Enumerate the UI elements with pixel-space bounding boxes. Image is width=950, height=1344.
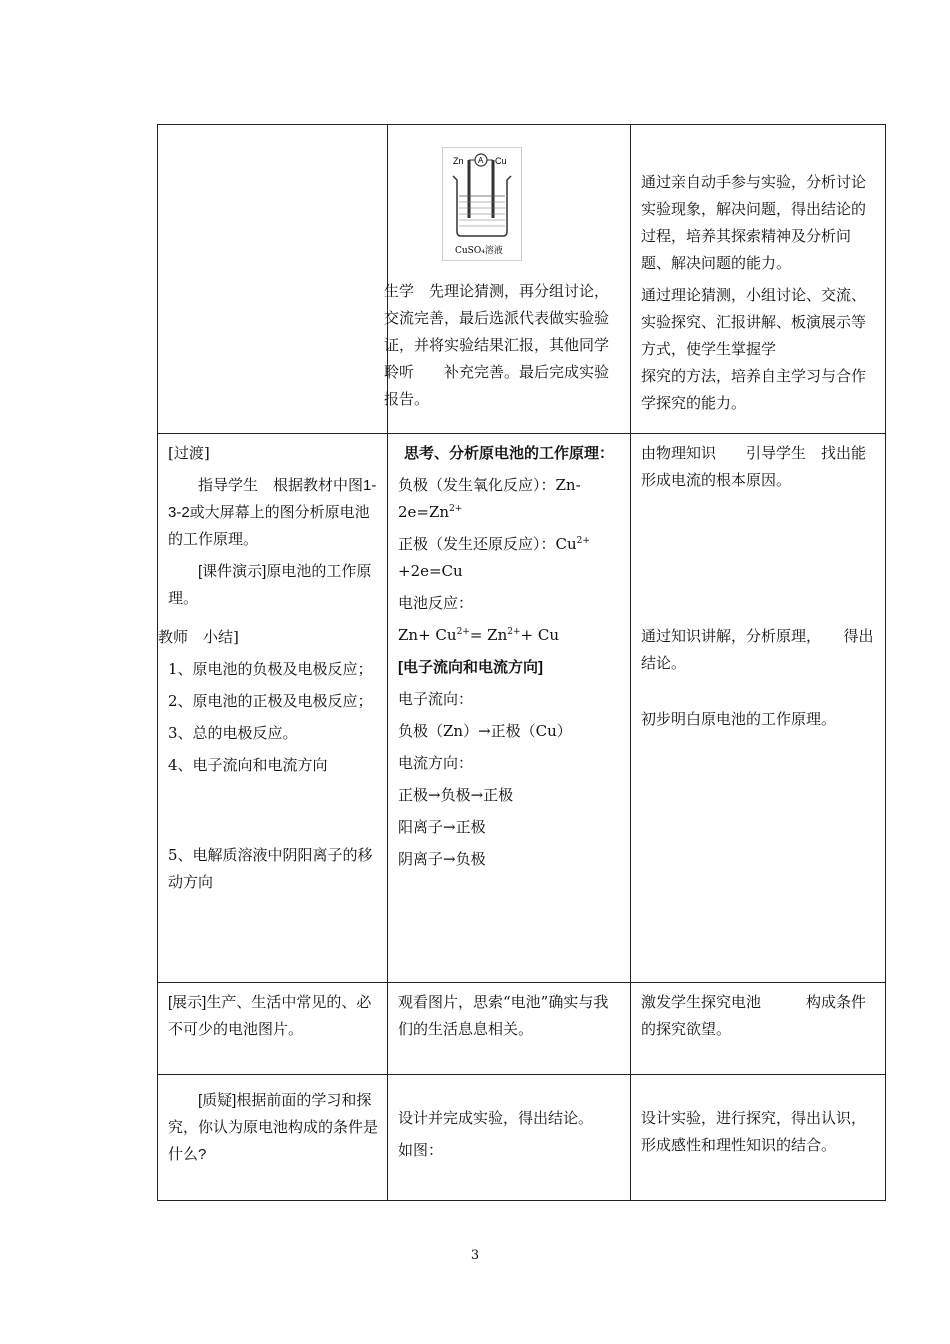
cell-teacher: [158, 125, 388, 434]
guide-text: 指导学生 根据教材中图1-3-2或大屏幕上的图分析原电池的工作原理。: [168, 477, 377, 548]
summary-item-5: 5、电解质溶液中阴阳离子的移动方向: [168, 846, 373, 891]
figure-caption: CuSO₄溶液: [455, 246, 503, 256]
current-flow-label: 电流方向：: [398, 754, 474, 772]
table-row: [158, 434, 886, 983]
cell-intent: [631, 125, 886, 434]
cell-reaction-part-3: + Cu: [520, 626, 560, 644]
ammeter-label: A: [478, 156, 484, 165]
intent-text: 激发学生探究电池 构成条件的探究欲望。: [641, 993, 867, 1038]
courseware-demo: [课件演示]原电池的工作原理。: [168, 563, 372, 607]
cell-intent: [631, 1075, 886, 1201]
electron-flow-direction: 负极（Zn）→正极（Cu）: [398, 722, 572, 740]
electron-flow-label: 电子流向：: [398, 690, 474, 708]
question-text: [质疑]根据前面的学习和探究，你认为原电池构成的条件是什么?: [168, 1092, 379, 1163]
intent-text-2: 通过理论猜测，小组讨论、交流、实验探究、汇报讲解、板演展示等方式，使学生掌握学: [641, 286, 867, 358]
charge-sup: 2+: [456, 627, 470, 637]
intent-text-3: 探究的方法，培养自主学习与合作学探究的能力。: [641, 367, 867, 412]
flow-heading: [电子流向和电流方向]: [398, 659, 543, 676]
intent-text: 设计实验，进行探究，得出认识，形成感性和理性知识的结合。: [641, 1109, 867, 1154]
table-row: [158, 1075, 886, 1201]
cu-label: Cu: [495, 156, 507, 166]
cation-direction: 阳离子→正极: [398, 818, 486, 836]
current-flow-direction: 正极→负极→正极: [398, 786, 514, 804]
summary-label: 教师 小结]: [158, 628, 239, 646]
positive-electrode: [398, 531, 622, 585]
negative-electrode: [398, 472, 622, 526]
cell-teacher: [158, 1075, 388, 1201]
anion-direction: 阴离子→负极: [398, 850, 486, 868]
charge-sup: 2+: [507, 627, 521, 637]
figure-ref: 如图：: [398, 1141, 444, 1159]
page-number: 3: [470, 1248, 480, 1263]
galvanic-cell-figure: [442, 147, 522, 261]
cell-student: [388, 983, 631, 1075]
table-row: [158, 983, 886, 1075]
cell-intent: [631, 434, 886, 983]
lesson-table: [157, 124, 886, 1201]
cell-reaction-part-1: Zn+ Cu: [398, 626, 457, 644]
table-row: [158, 125, 886, 434]
cell-student: [388, 434, 631, 983]
summary-item-4: 4、电子流向和电流方向: [168, 756, 328, 774]
student-activity: 生学 先理论猜测，再分组讨论，交流完善，最后选派代表做实验验证，并将实验结果汇报，其他同学聆听 补充完善。最后完成实验报告。: [384, 282, 610, 408]
experiment-text: 设计并完成实验，得出结论。: [398, 1109, 594, 1127]
cell-student: [384, 125, 631, 434]
cell-reaction-part-2: = Zn: [469, 626, 508, 644]
charge-sup: 2+: [449, 504, 463, 514]
charge-sup: 2+: [576, 536, 590, 546]
zn-label: Zn: [453, 156, 464, 166]
cell-reaction: [398, 622, 622, 649]
cell-teacher: [158, 983, 388, 1075]
positive-electrode-text-2: +2e=Cu: [398, 562, 463, 580]
positive-electrode-text: 正极（发生还原反应）：Cu: [398, 535, 577, 553]
summary-item-2: 2、原电池的正极及电极反应；: [168, 692, 373, 710]
intent-text-3: 初步明白原电池的工作原理。: [641, 710, 837, 728]
transition-label: [过渡]: [168, 444, 210, 462]
beaker-icon: [453, 176, 511, 236]
cell-reaction-label: 电池反应：: [398, 594, 474, 612]
intent-text-2: 通过知识讲解，分析原理， 得出结论。: [641, 627, 874, 672]
principle-heading: 思考、分析原电池的工作原理：: [404, 445, 615, 462]
cell-intent: [631, 983, 886, 1075]
intent-text-1: 通过亲自动手参与实验，分析讨论实验现象，解决问题，得出结论的过程，培养其探索精神及分析问题、解决问题的能力。: [641, 173, 867, 272]
negative-electrode-text: 负极（发生氧化反应）：Zn-2e=Zn: [398, 476, 581, 521]
observe-text: 观看图片，思索“电池”确实与我们的生活息息相关。: [398, 993, 609, 1038]
cell-student: [388, 1075, 631, 1201]
cell-teacher: [158, 434, 388, 983]
intent-text-1: 由物理知识 引导学生 找出能形成电流的根本原因。: [641, 444, 867, 489]
summary-item-3: 3、总的电极反应。: [168, 724, 298, 742]
summary-item-1: 1、原电池的负极及电极反应；: [168, 660, 373, 678]
display-text: [展示]生产、生活中常见的、必不可少的电池图片。: [168, 994, 372, 1038]
